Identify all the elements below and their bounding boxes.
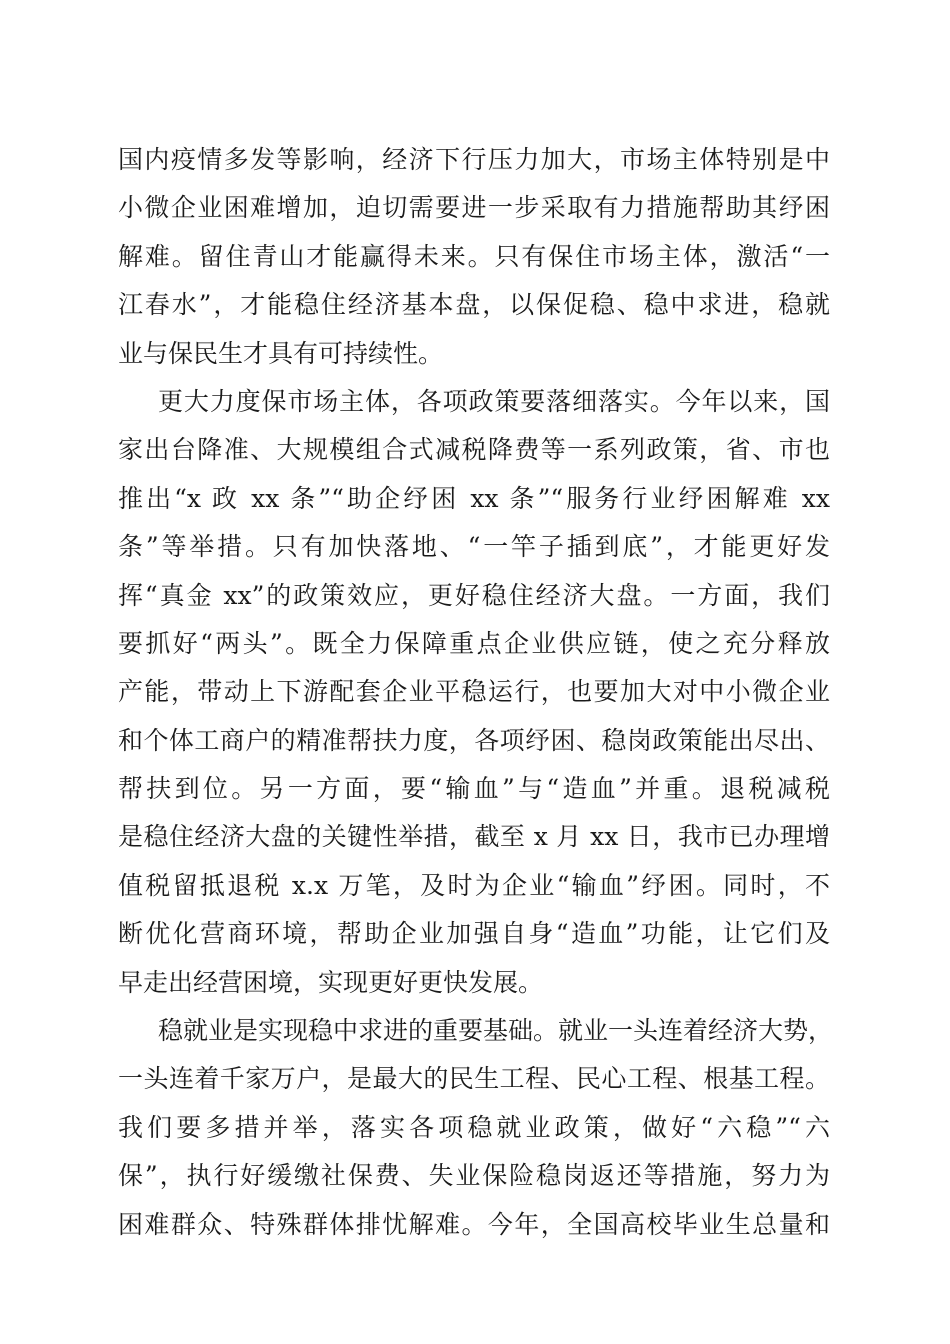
text-line: 要抓好“两头”。既全力保障重点企业供应链，使之充分释放: [118, 628, 830, 658]
text-line: 稳就业是实现稳中求进的重要基础。就业一头连着经济大势，: [158, 1016, 834, 1046]
text-line: 小微企业困难增加，迫切需要进一步采取有力措施帮助其纾困: [118, 193, 830, 223]
text-line: 和个体工商户的精准帮扶力度，各项纾困、稳岗政策能出尽出、: [118, 725, 830, 755]
text-line: 国内疫情多发等影响，经济下行压力加大，市场主体特别是中: [118, 145, 830, 174]
text-line: 推出“x 政 xx 条”“助企纾困 xx 条”“服务行业纾困解难 xx: [118, 483, 830, 513]
text-line: 产能，带动上下游配套企业平稳运行，也要加大对中小微企业: [118, 677, 830, 707]
text-line: 是稳住经济大盘的关键性举措，截至 x 月 xx 日，我市已办理增: [118, 822, 830, 852]
text-line: 挥“真金 xx”的政策效应，更好稳住经济大盘。一方面，我们: [118, 580, 830, 610]
text-line: 业与保民生才具有可持续性。: [118, 338, 444, 368]
text-line: 一头连着千家万户，是最大的民生工程、民心工程、根基工程。: [118, 1064, 830, 1094]
text-line: 家出台降准、大规模组合式减税降费等一系列政策，省、市也: [118, 435, 830, 465]
text-line: 保”，执行好缓缴社保费、失业保险稳岗返还等措施，努力为: [118, 1161, 830, 1191]
text-line: 值税留抵退税 x.x 万笔，及时为企业“输血”纾困。同时，不: [118, 870, 830, 900]
text-line: 困难群众、特殊群体排忧解难。今年，全国高校毕业生总量和: [118, 1209, 830, 1239]
text-line: 我们要多措并举，落实各项稳就业政策，做好“六稳”“六: [118, 1112, 830, 1142]
text-line: 江春水”，才能稳住经济基本盘，以保促稳、稳中求进，稳就: [118, 290, 830, 320]
paragraph: [118, 378, 830, 1007]
text-line: 解难。留住青山才能赢得未来。只有保住市场主体，激活“一: [118, 241, 830, 271]
text-line: 帮扶到位。另一方面，要“输血”与“造血”并重。退税减税: [118, 774, 830, 804]
paragraph: [118, 1007, 834, 1249]
text-line: 早走出经营困境，实现更好更快发展。: [118, 967, 544, 997]
text-line: 断优化营商环境，帮助企业加强自身“造血”功能，让它们及: [118, 919, 830, 949]
paragraph: [118, 136, 830, 378]
text-line: 更大力度保市场主体，各项政策要落细落实。今年以来，国: [158, 386, 830, 416]
text-line: 条”等举措。只有加快落地、“一竿子插到底”，才能更好发: [118, 532, 830, 562]
document-body: [118, 136, 834, 1249]
